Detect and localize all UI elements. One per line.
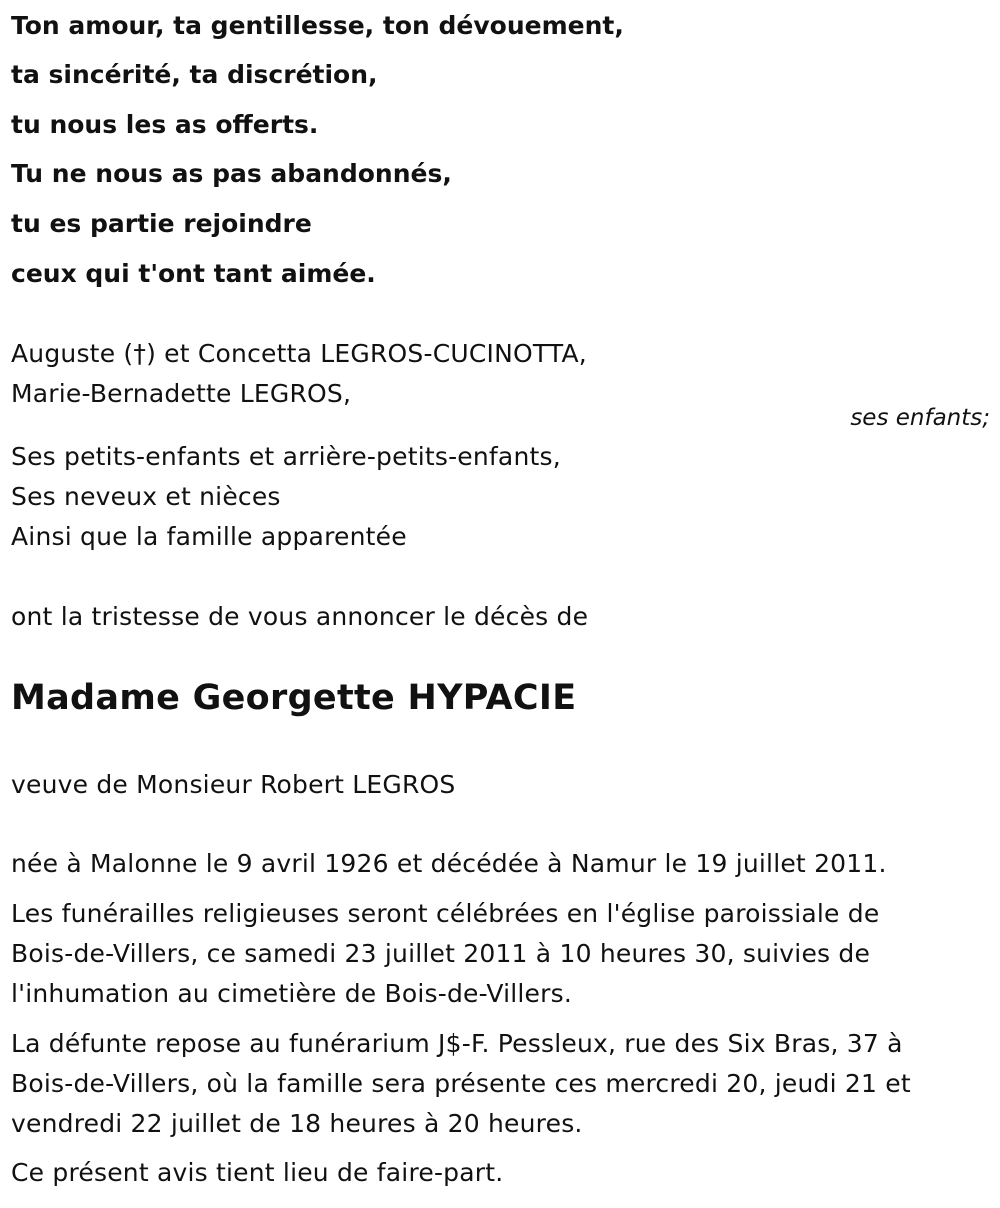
widow-of-text: veuve de Monsieur Robert LEGROS — [11, 770, 456, 799]
poem-line: Ton amour, ta gentillesse, ton dévouement, — [11, 11, 624, 40]
child-name: Auguste (†) et Concetta LEGROS-CUCINOTTA, — [11, 339, 587, 368]
details-line: vendredi 22 juillet de 18 heures à 20 heures. — [11, 1109, 583, 1138]
details-line: Bois-de-Villers, où la famille sera présente ces mercredi 20, jeudi 21 et — [11, 1069, 911, 1098]
details-line: née à Malonne le 9 avril 1926 et décédée à Namur le 19 juillet 2011. — [11, 849, 887, 878]
poem-line: Tu ne nous as pas abandonnés, — [11, 159, 452, 188]
relatives-line: Ses petits-enfants et arrière-petits-enfants, — [11, 442, 561, 471]
details-line: Bois-de-Villers, ce samedi 23 juillet 2011 à 10 heures 30, suivies de — [11, 939, 871, 968]
poem-line: ceux qui t'ont tant aimée. — [11, 259, 376, 288]
relatives-line: Ainsi que la famille apparentée — [11, 522, 407, 551]
poem-line: tu es partie rejoindre — [11, 209, 312, 238]
relatives-line: Ses neveux et nièces — [11, 482, 281, 511]
details-line: Ce présent avis tient lieu de faire-part. — [11, 1158, 504, 1187]
announcement-text: ont la tristesse de vous annoncer le décès de — [11, 602, 589, 631]
details-line: La défunte repose au funérarium J$-F. Pessleux, rue des Six Bras, 37 à — [11, 1029, 903, 1058]
poem-line: ta sincérité, ta discrétion, — [11, 60, 378, 89]
details-line: l'inhumation au cimetière de Bois-de-Villers. — [11, 979, 572, 1008]
poem-line: tu nous les as offerts. — [11, 110, 319, 139]
deceased-name: Madame Georgette HYPACIE — [11, 678, 577, 718]
child-name: Marie-Bernadette LEGROS, — [11, 379, 352, 408]
children-note: ses enfants; — [850, 405, 990, 431]
details-line: Les funérailles religieuses seront célébrées en l'église paroissiale de — [11, 899, 880, 928]
